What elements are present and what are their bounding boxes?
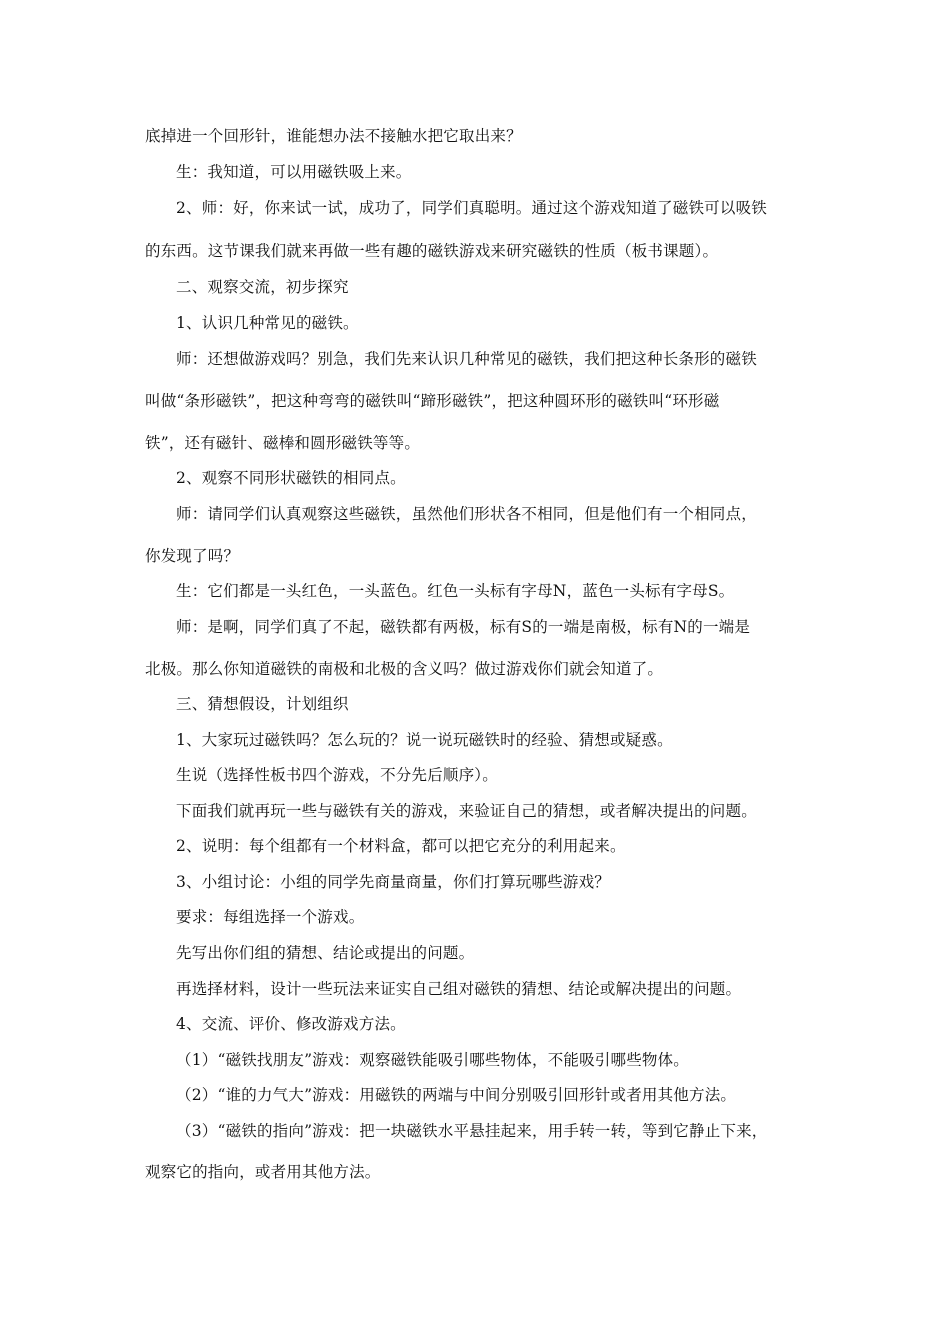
text-line: 叫做“条形磁铁”，把这种弯弯的磁铁叫“蹄形磁铁”，把这种圆环形的磁铁叫“环形磁 [145,392,720,410]
text-line: 1、大家玩过磁铁吗？怎么玩的？说一说玩磁铁时的经验、猜想或疑惑。 [176,731,673,749]
text-line: 再选择材料，设计一些玩法来证实自己组对磁铁的猜想、结论或解决提出的问题。 [176,980,742,998]
text-line: 2、观察不同形状磁铁的相同点。 [176,469,406,487]
text-line: 生：它们都是一头红色，一头蓝色。红色一头标有字母N，蓝色一头标有字母S。 [176,582,735,600]
text-line: 铁”，还有磁针、磁棒和圆形磁铁等等。 [145,434,421,452]
text-line: 师：请同学们认真观察这些磁铁，虽然他们形状各不相同，但是他们有一个相同点， [176,505,757,523]
text-line: 下面我们就再玩一些与磁铁有关的游戏，来验证自己的猜想，或者解决提出的问题。 [176,802,757,820]
text-line: 的东西。这节课我们就来再做一些有趣的磁铁游戏来研究磁铁的性质（板书课题）。 [145,242,719,260]
text-line: 1、认识几种常见的磁铁。 [176,314,359,332]
text-line: 生：我知道，可以用磁铁吸上来。 [176,163,412,181]
text-line: 2、说明：每个组都有一个材料盒，都可以把它充分的利用起来。 [176,837,626,855]
text-line: 你发现了吗？ [145,547,240,565]
text-line: 要求：每组选择一个游戏。 [176,908,365,926]
text-line: 4、交流、评价、修改游戏方法。 [176,1015,406,1033]
text-line: 2、师：好，你来试一试，成功了，同学们真聪明。通过这个游戏知道了磁铁可以吸铁 [176,199,767,217]
text-line: 师：还想做游戏吗？别急，我们先来认识几种常见的磁铁，我们把这种长条形的磁铁 [176,350,757,368]
text-line: 先写出你们组的猜想、结论或提出的问题。 [176,944,475,962]
text-line: 师：是啊，同学们真了不起，磁铁都有两极，标有S的一端是南极，标有N的一端是 [176,618,751,636]
text-line: （1）“磁铁找朋友”游戏：观察磁铁能吸引哪些物体，不能吸引哪些物体。 [176,1051,690,1069]
text-line: 北极。那么你知道磁铁的南极和北极的含义吗？做过游戏你们就会知道了。 [145,660,664,678]
text-line: 底掉进一个回形针，谁能想办法不接触水把它取出来？ [145,127,522,145]
text-line: 3、小组讨论：小组的同学先商量商量，你们打算玩哪些游戏？ [176,873,610,891]
text-line: （3）“磁铁的指向”游戏：把一块磁铁水平悬挂起来，用手转一转，等到它静止下来， [176,1122,768,1140]
text-line: 生说（选择性板书四个游戏，不分先后顺序）。 [176,766,498,784]
section-heading: 三、猜想假设，计划组织 [176,695,349,713]
text-line: 观察它的指向，或者用其他方法。 [145,1163,381,1181]
section-heading: 二、观察交流，初步探究 [176,278,349,296]
text-line: （2）“谁的力气大”游戏：用磁铁的两端与中间分别吸引回形针或者用其他方法。 [176,1086,737,1104]
